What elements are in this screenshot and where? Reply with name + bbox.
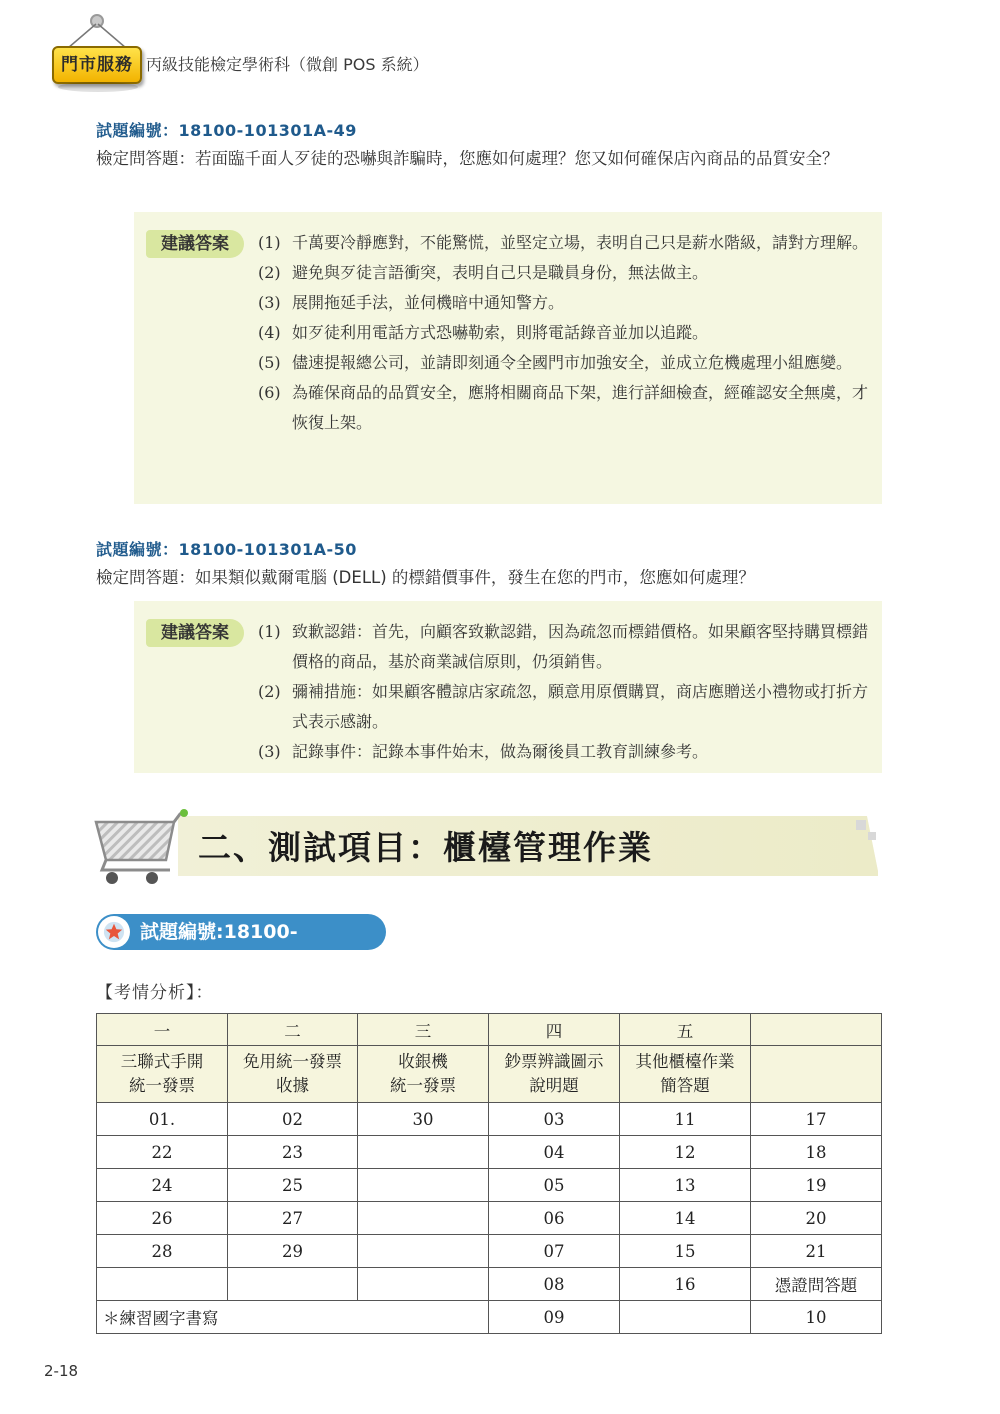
col-title: 三聯式手開 統一發票 xyxy=(97,1046,228,1103)
answer-text: 記錄事件：記錄本事件始末，做為爾後員工教育訓練參考。 xyxy=(292,742,709,761)
table-cell xyxy=(358,1202,489,1235)
table-cell: 16 xyxy=(620,1268,751,1301)
table-cell: 28 xyxy=(97,1235,228,1268)
col-number: 五 xyxy=(620,1014,751,1046)
answer-item xyxy=(258,288,878,318)
answer-item xyxy=(258,737,878,767)
question-text: 檢定問答題：若面臨千面人歹徒的恐嚇與詐騙時，您應如何處理？您又如何確保店內商品的品質安全？ xyxy=(96,149,839,168)
col-number: 一 xyxy=(97,1014,228,1046)
table-cell: 11 xyxy=(620,1103,751,1136)
table-cell: 24 xyxy=(97,1169,228,1202)
answer-text: 儘速提報總公司，並請即刻通令全國門市加強安全，並成立危機處理小組應變。 xyxy=(292,353,853,372)
analysis-table xyxy=(96,1013,882,1334)
exam-id: 試題編號:18100-101301B xyxy=(140,921,298,979)
table-header-row xyxy=(97,1014,882,1046)
analysis-label: 【考情分析】： xyxy=(96,983,214,1003)
table-cell: 02 xyxy=(228,1103,358,1136)
table-cell: 06 xyxy=(489,1202,620,1235)
badge-shadow xyxy=(58,82,138,92)
table-cell xyxy=(358,1136,489,1169)
table-cell: 29 xyxy=(228,1235,358,1268)
table-cell xyxy=(358,1268,489,1301)
answer-item xyxy=(258,228,878,258)
section-title: 二、測試項目：櫃檯管理作業 xyxy=(198,828,653,867)
col-title: 鈔票辨識圖示 說明題 xyxy=(489,1046,620,1103)
table-cell xyxy=(358,1169,489,1202)
table-cell: 04 xyxy=(489,1136,620,1169)
table-cell: 08 xyxy=(489,1268,620,1301)
table-cell: 23 xyxy=(228,1136,358,1169)
answer-text: 千萬要冷靜應對，不能驚慌，並堅定立場，表明自己只是薪水階級，請對方理解。 xyxy=(292,233,869,252)
table-cell: 17 xyxy=(751,1103,882,1136)
answer-label: 建議答案 xyxy=(146,619,244,647)
answer-box xyxy=(134,212,882,504)
table-cell: 14 xyxy=(620,1202,751,1235)
col-title xyxy=(751,1046,882,1103)
answer-number: (3) xyxy=(258,742,281,761)
col-number: 四 xyxy=(489,1014,620,1046)
table-cell xyxy=(358,1235,489,1268)
badge-label: 門市服務 xyxy=(52,46,142,84)
table-cell: 09 xyxy=(489,1301,620,1334)
table-cell: 憑證問答題 xyxy=(751,1268,882,1301)
table-cell: 18 xyxy=(751,1136,882,1169)
table-cell xyxy=(620,1301,751,1334)
table-row xyxy=(97,1235,882,1268)
table-row xyxy=(97,1169,882,1202)
col-number: 三 xyxy=(358,1014,489,1046)
answer-list xyxy=(258,228,878,438)
star-icon xyxy=(103,921,125,943)
table-cell: 15 xyxy=(620,1235,751,1268)
col-number xyxy=(751,1014,882,1046)
question-id: 試題編號：18100-101301A-50 xyxy=(96,540,357,559)
col-title: 免用統一發票 收據 xyxy=(228,1046,358,1103)
star-badge xyxy=(98,916,130,948)
shopping-cart-icon xyxy=(90,808,190,886)
answer-text: 為確保商品的品質安全，應將相關商品下架，進行詳細檢查，經確認安全無虞，才恢復上架。 xyxy=(292,383,869,432)
answer-number: (6) xyxy=(258,383,281,402)
exam-id-pill xyxy=(96,914,386,979)
answer-text: 致歉認錯：首先，向顧客致歉認錯，因為疏忽而標錯價格。如果顧客堅持購買標錯價格的商品，基於商業誠信原則，仍須銷售。 xyxy=(292,622,869,671)
decor-square xyxy=(856,820,866,830)
answer-number: (4) xyxy=(258,323,281,342)
table-row xyxy=(97,1103,882,1136)
table-header-row xyxy=(97,1046,882,1103)
table-cell: 30 xyxy=(358,1103,489,1136)
answer-list xyxy=(258,617,878,767)
answer-text: 彌補措施：如果顧客體諒店家疏忽，願意用原價購買，商店應贈送小禮物或打折方式表示感謝。 xyxy=(292,682,869,731)
table-cell: 05 xyxy=(489,1169,620,1202)
answer-item xyxy=(258,348,878,378)
answer-item xyxy=(258,378,878,438)
decor-square xyxy=(868,832,876,840)
table-cell: 10 xyxy=(751,1301,882,1334)
question-text: 檢定問答題：如果類似戴爾電腦 (DELL) 的標錯價事件，發生在您的門市，您應如何處理？ xyxy=(96,568,755,587)
col-title: 收銀機 統一發票 xyxy=(358,1046,489,1103)
col-title: 其他櫃檯作業 簡答題 xyxy=(620,1046,751,1103)
table-cell: 22 xyxy=(97,1136,228,1169)
table-cell: 20 xyxy=(751,1202,882,1235)
table-cell: 03 xyxy=(489,1103,620,1136)
answer-number: (3) xyxy=(258,293,281,312)
practice-writing-cell: ＊練習國字書寫 xyxy=(97,1301,489,1334)
answer-item xyxy=(258,318,878,348)
page-number: 2-18 xyxy=(44,1362,79,1380)
answer-number: (5) xyxy=(258,353,281,372)
table-cell: 19 xyxy=(751,1169,882,1202)
col-number: 二 xyxy=(228,1014,358,1046)
table-cell: 26 xyxy=(97,1202,228,1235)
table-cell: 27 xyxy=(228,1202,358,1235)
table-cell xyxy=(97,1268,228,1301)
table-row xyxy=(97,1268,882,1301)
answer-number: (2) xyxy=(258,263,281,282)
answer-text: 避免與歹徒言語衝突，表明自己只是職員身份，無法做主。 xyxy=(292,263,709,282)
answer-box xyxy=(134,601,882,773)
table-cell: 13 xyxy=(620,1169,751,1202)
answer-text: 如歹徒利用電話方式恐嚇勒索，則將電話錄音並加以追蹤。 xyxy=(292,323,709,342)
answer-number: (2) xyxy=(258,682,281,701)
header-badge xyxy=(44,8,144,98)
table-cell: 01. xyxy=(97,1103,228,1136)
table-cell: 21 xyxy=(751,1235,882,1268)
answer-item xyxy=(258,258,878,288)
table-cell: 25 xyxy=(228,1169,358,1202)
table-cell xyxy=(228,1268,358,1301)
section-banner xyxy=(90,808,880,880)
table-cell: 07 xyxy=(489,1235,620,1268)
answer-number: (1) xyxy=(258,233,281,252)
table-row xyxy=(97,1202,882,1235)
table-cell: 12 xyxy=(620,1136,751,1169)
table-row xyxy=(97,1136,882,1169)
table-row xyxy=(97,1301,882,1334)
answer-number: (1) xyxy=(258,622,281,641)
question-id: 試題編號：18100-101301A-49 xyxy=(96,121,357,140)
answer-item xyxy=(258,617,878,677)
answer-text: 展開拖延手法，並伺機暗中通知警方。 xyxy=(292,293,565,312)
answer-label: 建議答案 xyxy=(146,230,244,258)
answer-item xyxy=(258,677,878,737)
header-title: 丙級技能檢定學術科（微創 POS 系統） xyxy=(146,55,429,74)
